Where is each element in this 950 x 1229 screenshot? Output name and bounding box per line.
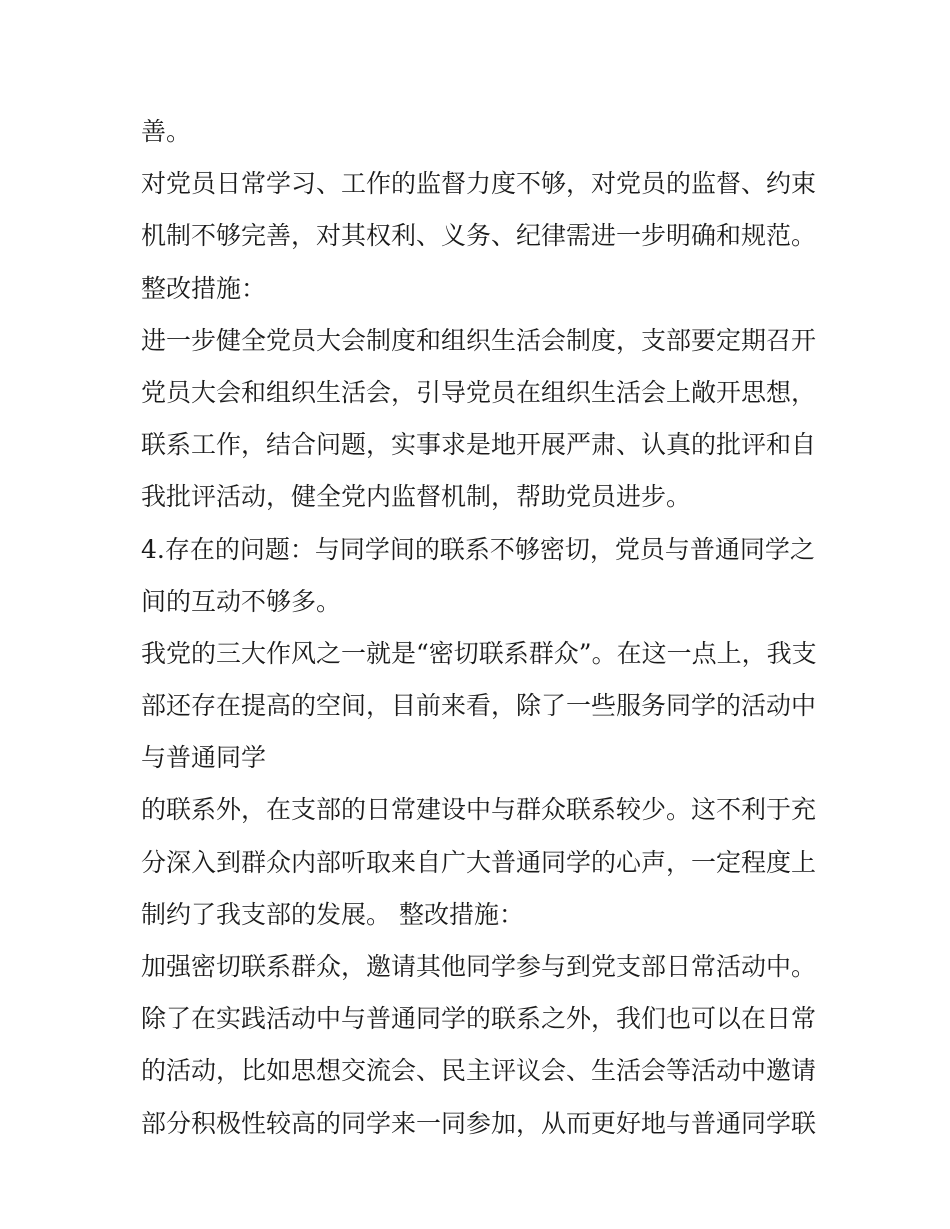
text-line: 的联系外，在支部的日常建设中与群众联系较少。这不利于充	[141, 795, 817, 825]
text-line: 对党员日常学习、工作的监督力度不够，对党员的监督、约束	[141, 169, 817, 199]
text-line: 部还存在提高的空间，目前来看，除了一些服务同学的活动中	[141, 691, 817, 721]
text-line: 间的互动不够多。	[141, 586, 342, 616]
text-line: 部分积极性较高的同学来一同参加，从而更好地与普通同学联	[141, 1108, 817, 1138]
section-heading: 4.存在的问题：与同学间的联系不够密切，党员与普通同学之	[141, 534, 815, 564]
text-line: 联系工作，结合问题，实事求是地开展严肃、认真的批评和自	[141, 430, 817, 460]
text-line: 善。	[141, 117, 192, 146]
section-heading: 整改措施：	[141, 273, 267, 303]
text-line: 制约了我支部的发展。 整改措施：	[141, 899, 524, 929]
text-line: 进一步健全党员大会制度和组织生活会制度，支部要定期召开	[141, 325, 817, 355]
text-line: 党员大会和组织生活会，引导党员在组织生活会上敞开思想，	[141, 377, 817, 407]
text-line: 除了在实践活动中与普通同学的联系之外，我们也可以在日常	[141, 1004, 817, 1034]
text-line: 加强密切联系群众，邀请其他同学参与到党支部日常活动中。	[141, 952, 817, 981]
body-text	[141, 106, 821, 1150]
text-line: 的活动，比如思想交流会、民主评议会、生活会等活动中邀请	[141, 1056, 817, 1086]
text-line: 机制不够完善，对其权利、义务、纪律需进一步明确和规范。	[141, 221, 817, 251]
text-line: 分深入到群众内部听取来自广大普通同学的心声，一定程度上	[141, 847, 817, 877]
text-line: 与普通同学	[141, 743, 267, 773]
text-line: 我党的三大作风之一就是“密切联系群众”。在这一点上，我支	[141, 638, 817, 668]
text-line: 我批评活动，健全党内监督机制，帮助党员进步。	[141, 482, 692, 512]
